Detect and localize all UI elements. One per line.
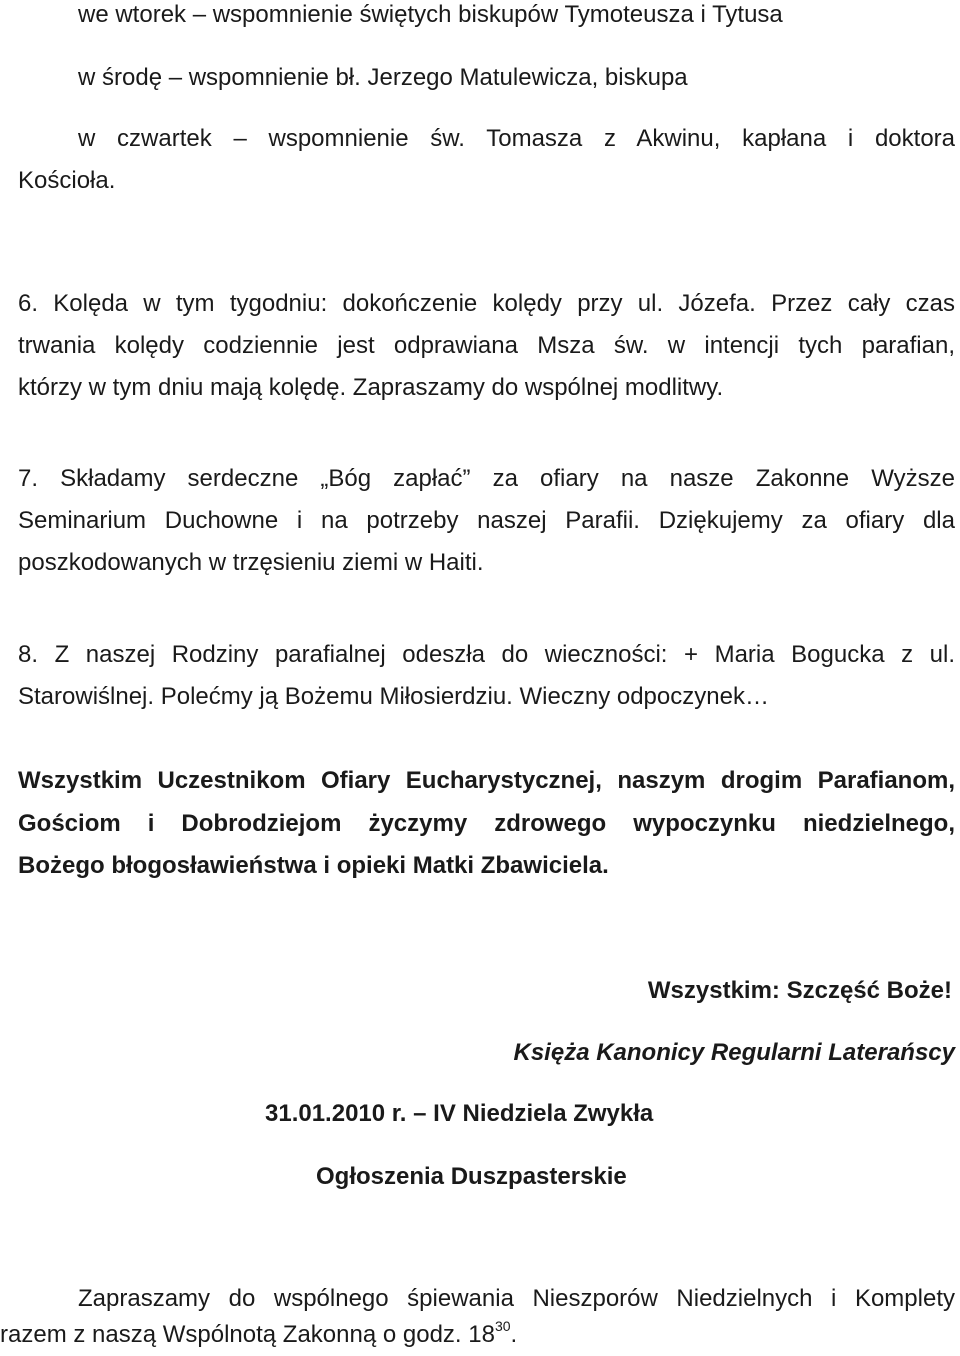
item-6-line-1: 6. Kolęda w tym tygodniu: dokończenie kolędy przy ul. Józefa. Przez cały czas (18, 290, 955, 317)
vespers-line-2-text: razem z naszą Wspólnotą Zakonną o godz. 18 (0, 1321, 495, 1348)
signature: Księża Kanonicy Regularni Laterańscy (513, 1039, 955, 1066)
greeting: Wszystkim: Szczęść Boże! (647, 977, 952, 1004)
item-8-line-2: Starowiślnej. Polećmy ją Bożemu Miłosierdziu. Wieczny odpoczynek… (18, 683, 769, 710)
date-title: 31.01.2010 r. – IV Niedziela Zwykła (265, 1100, 654, 1127)
vespers-line-2-end: . (510, 1321, 518, 1348)
wishes-line-3: Bożego błogosławieństwa i opieki Matki Zbawiciela. (18, 852, 609, 879)
wednesday-memorial: w środę – wspomnienie bł. Jerzego Matulewicza, biskupa (78, 64, 688, 91)
tuesday-memorial: we wtorek – wspomnienie świętych biskupów Tymoteusza i Tytusa (78, 1, 783, 28)
item-7-line-3: poszkodowanych w trzęsieniu ziemi w Haiti. (18, 549, 484, 576)
item-7-line-2: Seminarium Duchowne i na potrzeby naszej Parafii. Dziękujemy za ofiary dla (18, 507, 955, 534)
vespers-time-minutes: 30 (494, 1318, 511, 1334)
item-7-line-1: 7. Składamy serdeczne „Bóg zapłać” za ofiary na nasze Zakonne Wyższe (18, 465, 955, 492)
vespers-line-1: Zapraszamy do wspólnego śpiewania Nieszporów Niedzielnych i Komplety (78, 1285, 955, 1312)
item-8-line-1: 8. Z naszej Rodziny parafialnej odeszła do wieczności: + Maria Bogucka z ul. (18, 641, 955, 668)
vespers-line-2 (0, 1314, 517, 1356)
bulletin-heading: Ogłoszenia Duszpasterskie (316, 1163, 627, 1190)
thursday-memorial-line-1: w czwartek – wspomnienie św. Tomasza z Akwinu, kapłana i doktora (78, 125, 955, 152)
item-6-line-2: trwania kolędy codziennie jest odprawiana Msza św. w intencji tych parafian, (18, 332, 955, 359)
wishes-line-2: Gościom i Dobrodziejom życzymy zdrowego wypoczynku niedzielnego, (18, 810, 955, 837)
thursday-memorial-line-2: Kościoła. (18, 167, 116, 194)
item-6-line-3: którzy w tym dniu mają kolędę. Zapraszamy do wspólnej modlitwy. (18, 374, 724, 401)
wishes-line-1: Wszystkim Uczestnikom Ofiary Eucharystycznej, naszym drogim Parafianom, (18, 767, 955, 794)
